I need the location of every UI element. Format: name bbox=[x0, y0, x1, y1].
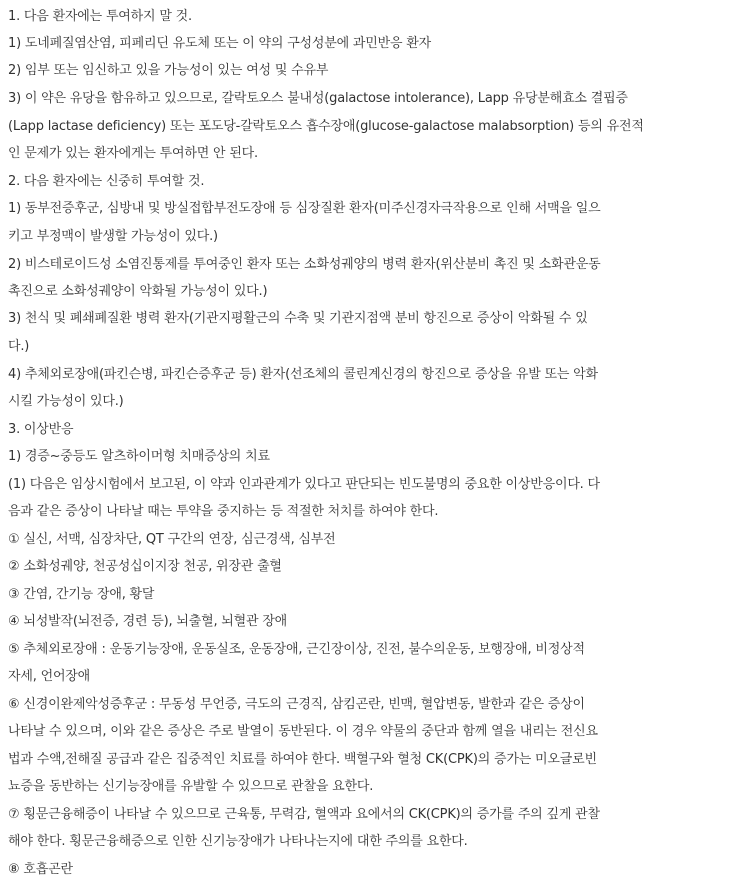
section-3-heading: 3. 이상반응 bbox=[8, 422, 74, 437]
text-line: 키고 부정맥이 발생할 가능성이 있다.) bbox=[8, 229, 218, 244]
text-line: 1) 도네페질염산염, 피페리딘 유도체 또는 이 약의 구성성분에 과민반응 환자 bbox=[8, 36, 432, 51]
list-item: ⑦ 횡문근융해증이 나타날 수 있으므로 근육통, 무력감, 혈액과 요에서의 CK(CPK)의 증가를 주의 깊게 관찰 bbox=[8, 807, 600, 822]
section-1-heading: 1. 다음 환자에는 투여하지 말 것. bbox=[8, 9, 192, 24]
text-line: 나타날 수 있으며, 이와 같은 증상은 주로 발열이 동반된다. 이 경우 약물의 중단과 함께 열을 내리는 전신요 bbox=[8, 724, 598, 739]
list-item: ⑧ 호흡곤란 bbox=[8, 862, 73, 877]
text-line: (Lapp lactase deficiency) 또는 포도당-갈락토오스 흡수장애(glucose-galactose malabsorption) 등의 유전적 bbox=[8, 119, 644, 134]
section-2-heading: 2. 다음 환자에는 신중히 투여할 것. bbox=[8, 174, 205, 189]
list-item: ④ 뇌성발작(뇌전증, 경련 등), 뇌출혈, 뇌혈관 장애 bbox=[8, 614, 288, 629]
text-line: 시킬 가능성이 있다.) bbox=[8, 394, 124, 409]
text-line: 2) 임부 또는 임신하고 있을 가능성이 있는 여성 및 수유부 bbox=[8, 63, 329, 78]
text-line: 다.) bbox=[8, 339, 30, 354]
list-item: ① 실신, 서맥, 심장차단, QT 구간의 연장, 심근경색, 심부전 bbox=[8, 532, 336, 547]
list-item: ③ 간염, 간기능 장애, 황달 bbox=[8, 587, 155, 602]
text-line: (1) 다음은 임상시험에서 보고된, 이 약과 인과관계가 있다고 판단되는 빈도불명의 중요한 이상반응이다. 다 bbox=[8, 477, 600, 492]
text-line: 자세, 언어장애 bbox=[8, 669, 91, 684]
text-line: 3) 천식 및 폐쇄폐질환 병력 환자(기관지평활근의 수축 및 기관지점액 분비 항진으로 증상이 악화될 수 있 bbox=[8, 311, 588, 326]
text-line: 3) 이 약은 유당을 함유하고 있으므로, 갈락토오스 불내성(galactose intolerance), Lapp 유당분해효소 결핍증 bbox=[8, 91, 628, 106]
text-line: 촉진으로 소화성궤양이 악화될 가능성이 있다.) bbox=[8, 284, 268, 299]
text-line: 인 문제가 있는 환자에게는 투여하면 안 된다. bbox=[8, 146, 258, 161]
text-line: 뇨증을 동반하는 신기능장애를 유발할 수 있으므로 관찰을 요한다. bbox=[8, 779, 374, 794]
text-line: 2) 비스테로이드성 소염진통제를 투여중인 환자 또는 소화성궤양의 병력 환자(위산분비 촉진 및 소화관운동 bbox=[8, 257, 601, 272]
text-line: 해야 한다. 횡문근융해증으로 인한 신기능장애가 나타나는지에 대한 주의를 요한다. bbox=[8, 834, 468, 849]
text-line: 4) 추체외로장애(파킨슨병, 파킨슨증후군 등) 환자(선조체의 콜린계신경의 항진으로 증상을 유발 또는 악화 bbox=[8, 367, 598, 382]
list-item: ⑤ 추체외로장애 : 운동기능장애, 운동실조, 운동장애, 근긴장이상, 진전, 불수의운동, 보행장애, 비정상적 bbox=[8, 642, 585, 657]
text-line: 음과 같은 증상이 나타날 때는 투약을 중지하는 등 적절한 처치를 하여야 한다. bbox=[8, 504, 439, 519]
subsection-heading: 1) 경증~중등도 알츠하이머형 치매증상의 치료 bbox=[8, 449, 270, 464]
text-line: 법과 수액,전해질 공급과 같은 집중적인 치료를 하여야 한다. 백혈구와 혈청 CK(CPK)의 증가는 미오글로빈 bbox=[8, 752, 597, 767]
list-item: ⑥ 신경이완제악성증후군 : 무동성 무언증, 극도의 근경직, 삼킴곤란, 빈맥, 혈압변동, 발한과 같은 증상이 bbox=[8, 697, 585, 712]
list-item: ② 소화성궤양, 천공성십이지장 천공, 위장관 출혈 bbox=[8, 559, 282, 574]
text-line: 1) 동부전증후군, 심방내 및 방실접합부전도장애 등 심장질환 환자(미주신경자극작용으로 인해 서맥을 일으 bbox=[8, 201, 601, 216]
